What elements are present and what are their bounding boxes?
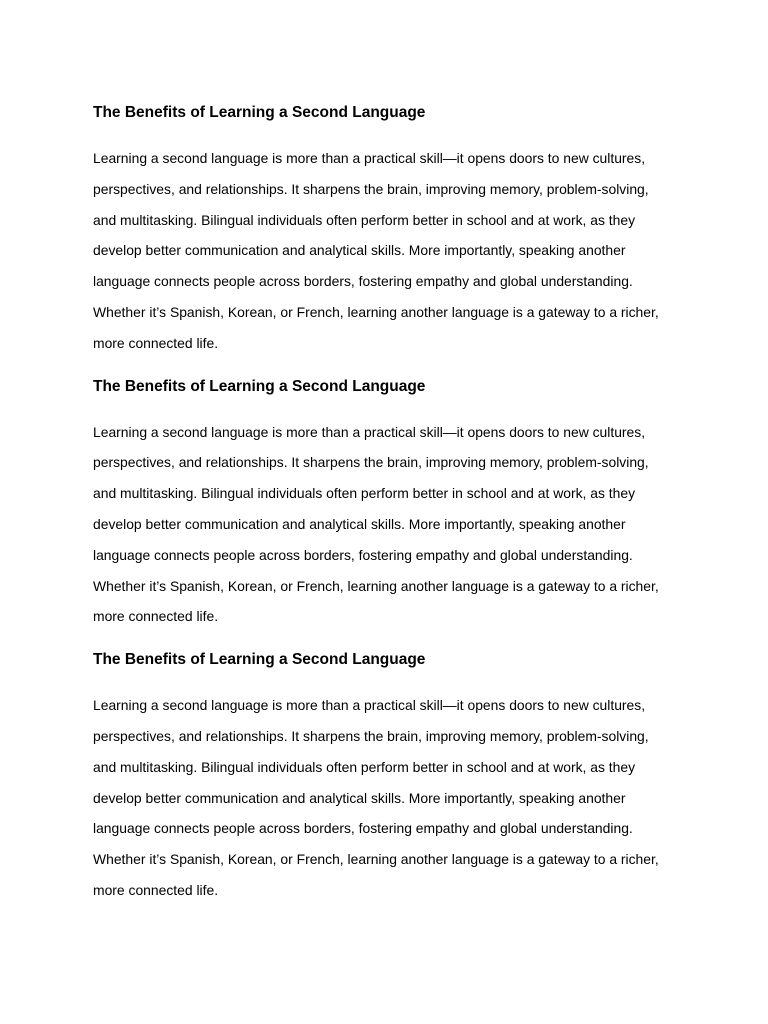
paragraph-line: Whether it’s Spanish, Korean, or French, learning another language is a gateway to a richer, (93, 303, 659, 320)
paragraph-line: language connects people across borders, fostering empathy and global understanding. (93, 546, 633, 563)
paragraph-line: and multitasking. Bilingual individuals often perform better in school and at work, as they (93, 211, 636, 228)
paragraph-line: Learning a second language is more than a practical skill—it opens doors to new cultures, (93, 423, 646, 440)
paragraph-line: perspectives, and relationships. It sharpens the brain, improving memory, problem-solving, (93, 727, 649, 744)
section-paragraph (93, 143, 693, 359)
paragraph-line: more connected life. (93, 334, 219, 351)
paragraph-line: and multitasking. Bilingual individuals often perform better in school and at work, as they (93, 758, 636, 775)
paragraph-line: language connects people across borders, fostering empathy and global understanding. (93, 273, 633, 290)
essay-section-2 (93, 376, 693, 633)
section-heading: The Benefits of Learning a Second Language (93, 651, 426, 669)
essay-section-1 (93, 102, 693, 359)
document-page (93, 102, 693, 906)
paragraph-line: more connected life. (93, 881, 219, 898)
section-paragraph (93, 417, 693, 633)
paragraph-line: Learning a second language is more than a practical skill—it opens doors to new cultures, (93, 150, 646, 166)
paragraph-line: Learning a second language is more than a practical skill—it opens doors to new cultures, (93, 697, 646, 714)
section-heading: The Benefits of Learning a Second Language (93, 104, 426, 121)
paragraph-line: develop better communication and analytical skills. More importantly, speaking another (93, 789, 626, 806)
paragraph-line: and multitasking. Bilingual individuals often perform better in school and at work, as they (93, 485, 636, 502)
paragraph-line: perspectives, and relationships. It sharpens the brain, improving memory, problem-solving, (93, 180, 649, 197)
section-paragraph (93, 690, 693, 906)
paragraph-line: perspectives, and relationships. It sharpens the brain, improving memory, problem-solving, (93, 454, 649, 471)
paragraph-line: Whether it’s Spanish, Korean, or French, learning another language is a gateway to a richer, (93, 577, 659, 594)
paragraph-line: more connected life. (93, 608, 219, 625)
paragraph-line: Whether it’s Spanish, Korean, or French, learning another language is a gateway to a richer, (93, 851, 659, 868)
paragraph-line: develop better communication and analytical skills. More importantly, speaking another (93, 242, 626, 259)
essay-section-3 (93, 649, 693, 906)
paragraph-line: language connects people across borders, fostering empathy and global understanding. (93, 820, 633, 837)
paragraph-line: develop better communication and analytical skills. More importantly, speaking another (93, 515, 626, 532)
section-heading: The Benefits of Learning a Second Language (93, 377, 426, 395)
